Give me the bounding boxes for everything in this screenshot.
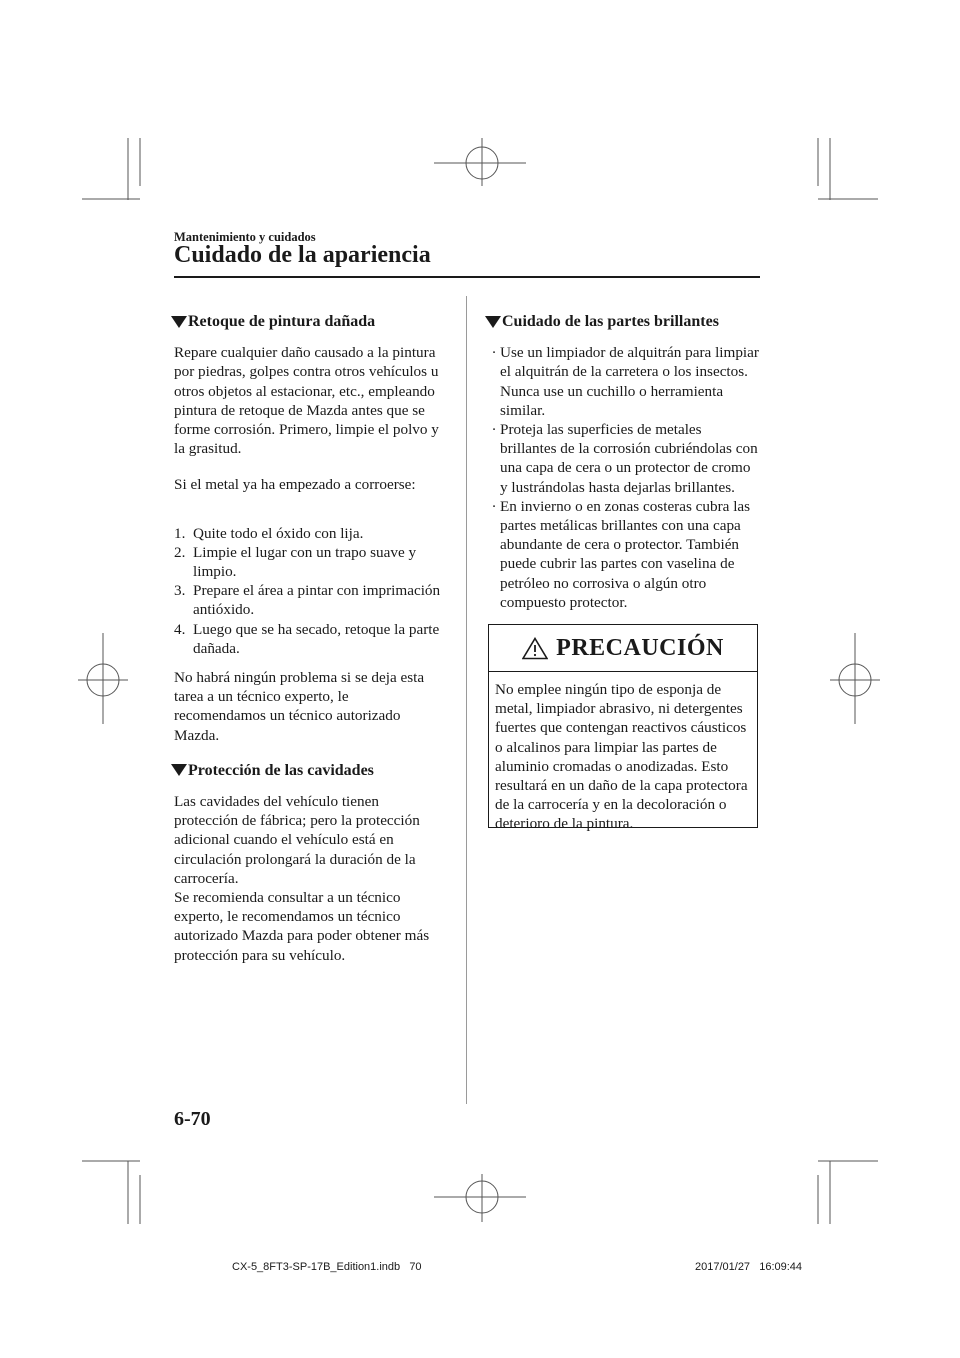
title-rule <box>174 276 760 278</box>
list-item: 2. Limpie el lugar con un trapo suave y limpio. <box>174 543 417 581</box>
bright-parts-list <box>488 343 760 612</box>
bullet-dot-icon: · <box>491 421 497 439</box>
cavities-heading-text: Protección de las cavidades <box>188 761 374 779</box>
footer-filename: CX-5_8FT3-SP-17B_Edition1.indb 70 <box>232 1261 422 1273</box>
list-item: · Proteja las superficies de metales brillantes de la corrosión cubriéndolas con una capa de cera o un protector de cromo y lustrándolas hasta dejarlas brillantes. <box>488 420 760 497</box>
touchup-corroded: Si el metal ya ha empezado a corroerse: <box>174 476 416 494</box>
touchup-intro: Repare cualquier daño causado a la pintura por piedras, golpes contra otros vehículos u otros objetos al estacionar, etc., empleando pintura de retoque de Mazda antes que se forme corrosión. Primero, limpie el polvo y la grasitud. <box>174 344 439 458</box>
bullet-dot-icon: · <box>491 344 497 362</box>
list-item: · En invierno o en zonas costeras cubra las partes metálicas brillantes con una capa abundante de cera o protector. También puede cubrir las partes con vaselina de petróleo no corrosiva o algún otro compuesto protector. <box>488 497 760 612</box>
cavities-body-2: Se recomienda consultar a un técnico experto, le recomendamos un técnico autorizado Mazda para poder obtener más protección para su vehículo. <box>174 889 430 964</box>
touchup-steps <box>174 524 444 658</box>
touchup-heading <box>174 312 444 331</box>
bright-parts-heading <box>488 312 760 331</box>
touchup-closing: No habrá ningún problema si se deja esta tarea a un técnico experto, le recomendamos un técnico autorizado Mazda. <box>174 669 425 744</box>
caution-body: No emplee ningún tipo de esponja de metal, limpiador abrasivo, ni detergentes fuertes que contengan reactivos cáusticos o alcalinos para limpiar las partes de aluminio cromadas o anodizadas. Esto resultará en un daño de la capa protectora de la carrocería y en la decoloración o deterioro de la pintura. <box>495 681 748 833</box>
caution-header <box>489 625 757 672</box>
section-label: Mantenimiento y cuidados <box>174 230 316 244</box>
cavities-body-1: Las cavidades del vehículo tienen protección de fábrica; pero la protección adicional cuando el vehículo está en circulación prolongará la duración de la carrocería. <box>174 793 420 887</box>
list-item: 4. Luego que se ha secado, retoque la parte dañada. <box>174 620 440 657</box>
footer-timestamp: 2017/01/27 16:09:44 <box>695 1261 803 1273</box>
list-item: · Use un limpiador de alquitrán para limpiar el alquitrán de la carretera o los insectos. Nunca use un cuchillo o herramienta similar. <box>488 343 760 420</box>
bullet-dot-icon: · <box>491 497 497 515</box>
triangle-down-icon <box>485 316 501 328</box>
touchup-heading-text: Retoque de pintura dañada <box>188 313 376 330</box>
bright-parts-heading-text: Cuidado de las partes brillantes <box>502 313 719 330</box>
warning-triangle-icon <box>522 637 548 660</box>
triangle-down-icon <box>171 764 187 776</box>
list-item: 1. Quite todo el óxido con lija. <box>174 524 364 542</box>
cavities-heading <box>174 761 444 780</box>
triangle-down-icon <box>171 316 187 328</box>
page-title: Cuidado de la apariencia <box>174 242 431 268</box>
list-item: 3. Prepare el área a pintar con imprimación antióxido. <box>174 582 441 619</box>
caution-box <box>488 624 758 833</box>
caution-title: PRECAUCIÓN <box>556 634 724 661</box>
column-divider <box>466 296 467 1104</box>
left-column <box>174 312 444 965</box>
right-column <box>488 312 760 612</box>
page-number: 6-70 <box>174 1108 211 1130</box>
